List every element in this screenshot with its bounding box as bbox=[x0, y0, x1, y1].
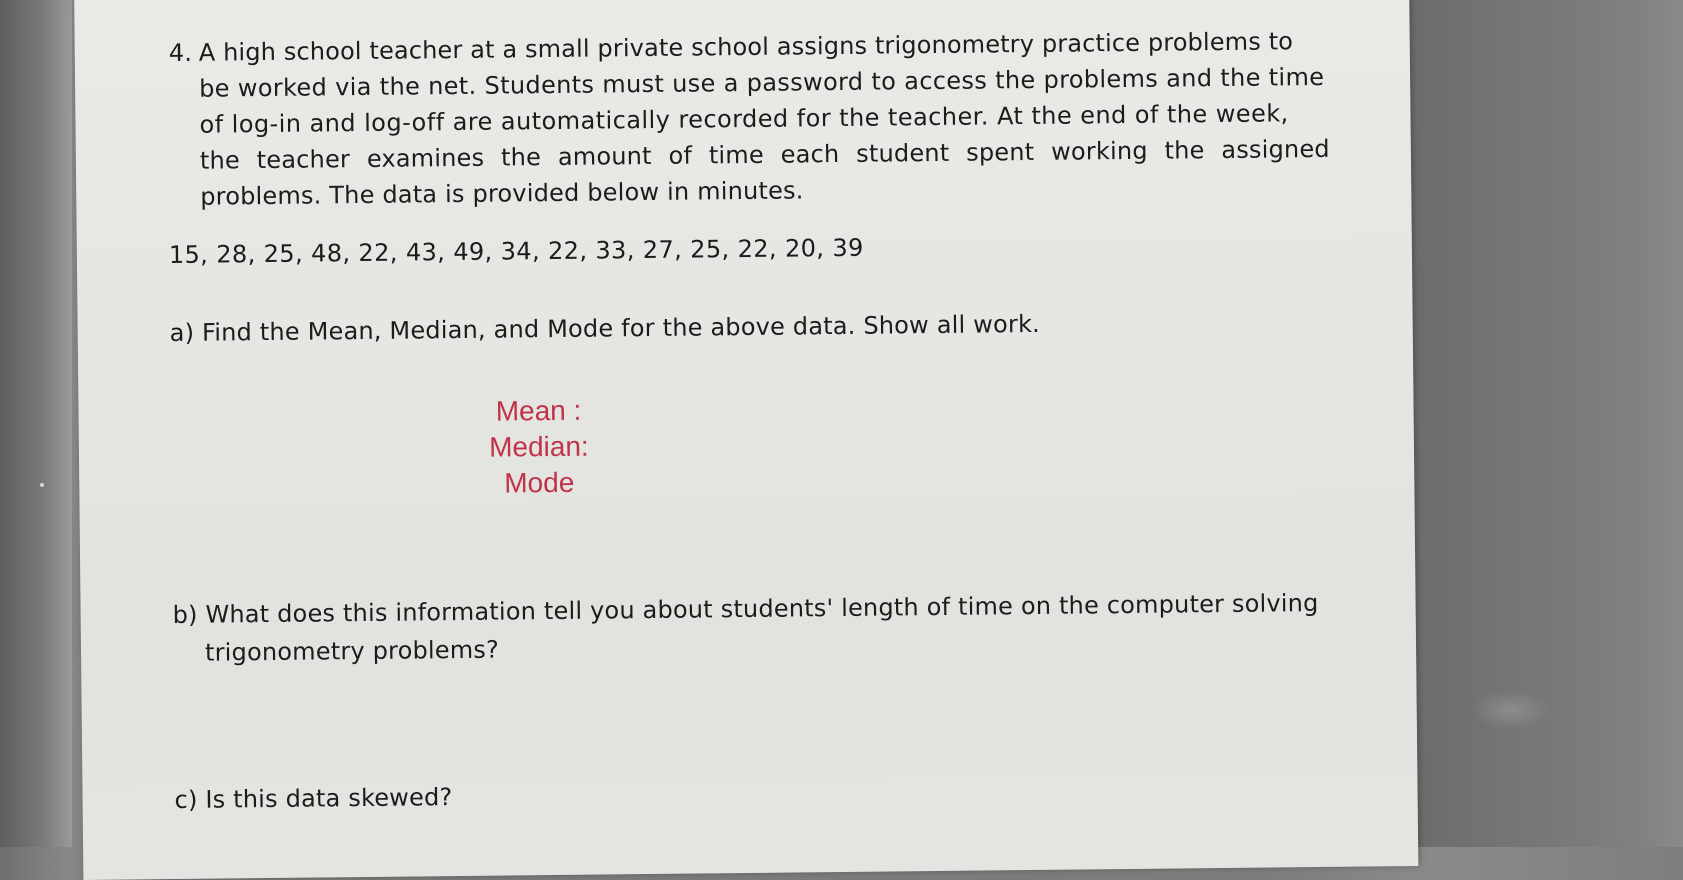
median-label: Median: bbox=[488, 430, 589, 463]
question-number: 4. bbox=[168, 38, 193, 68]
question-text-line-1: A high school teacher at a small private school assigns trigonometry practice problems to bbox=[198, 27, 1294, 67]
part-b-prompt-line-1: b) What does this information tell you about students' length of time on the computer solving bbox=[172, 589, 1319, 630]
data-values: 15, 28, 25, 48, 22, 43, 49, 34, 22, 33, 27, 25, 22, 20, 39 bbox=[168, 233, 864, 270]
screen-bezel-left bbox=[0, 0, 72, 847]
worksheet-page bbox=[74, 0, 1418, 880]
answer-block bbox=[458, 392, 619, 502]
part-b-prompt-line-2: trigonometry problems? bbox=[204, 635, 500, 667]
screen-speck bbox=[40, 483, 44, 487]
question-text-line-5: problems. The data is provided below in minutes. bbox=[200, 176, 804, 211]
question-text-line-4: the teacher examines the amount of time each student spent working the assigned bbox=[199, 134, 1330, 175]
part-c-prompt: c) Is this data skewed? bbox=[174, 783, 453, 814]
mode-label: Mode bbox=[504, 466, 575, 499]
question-text-line-3: of log-in and log-off are automatically recorded for the teacher. At the end of the week, bbox=[199, 99, 1289, 139]
mean-label: Mean : bbox=[495, 394, 582, 427]
question-text-line-2: be worked via the net. Students must use a password to access the problems and the time bbox=[198, 62, 1325, 103]
screen-glare bbox=[1470, 690, 1550, 730]
part-a-prompt: a) Find the Mean, Median, and Mode for the above data. Show all work. bbox=[169, 309, 1041, 348]
